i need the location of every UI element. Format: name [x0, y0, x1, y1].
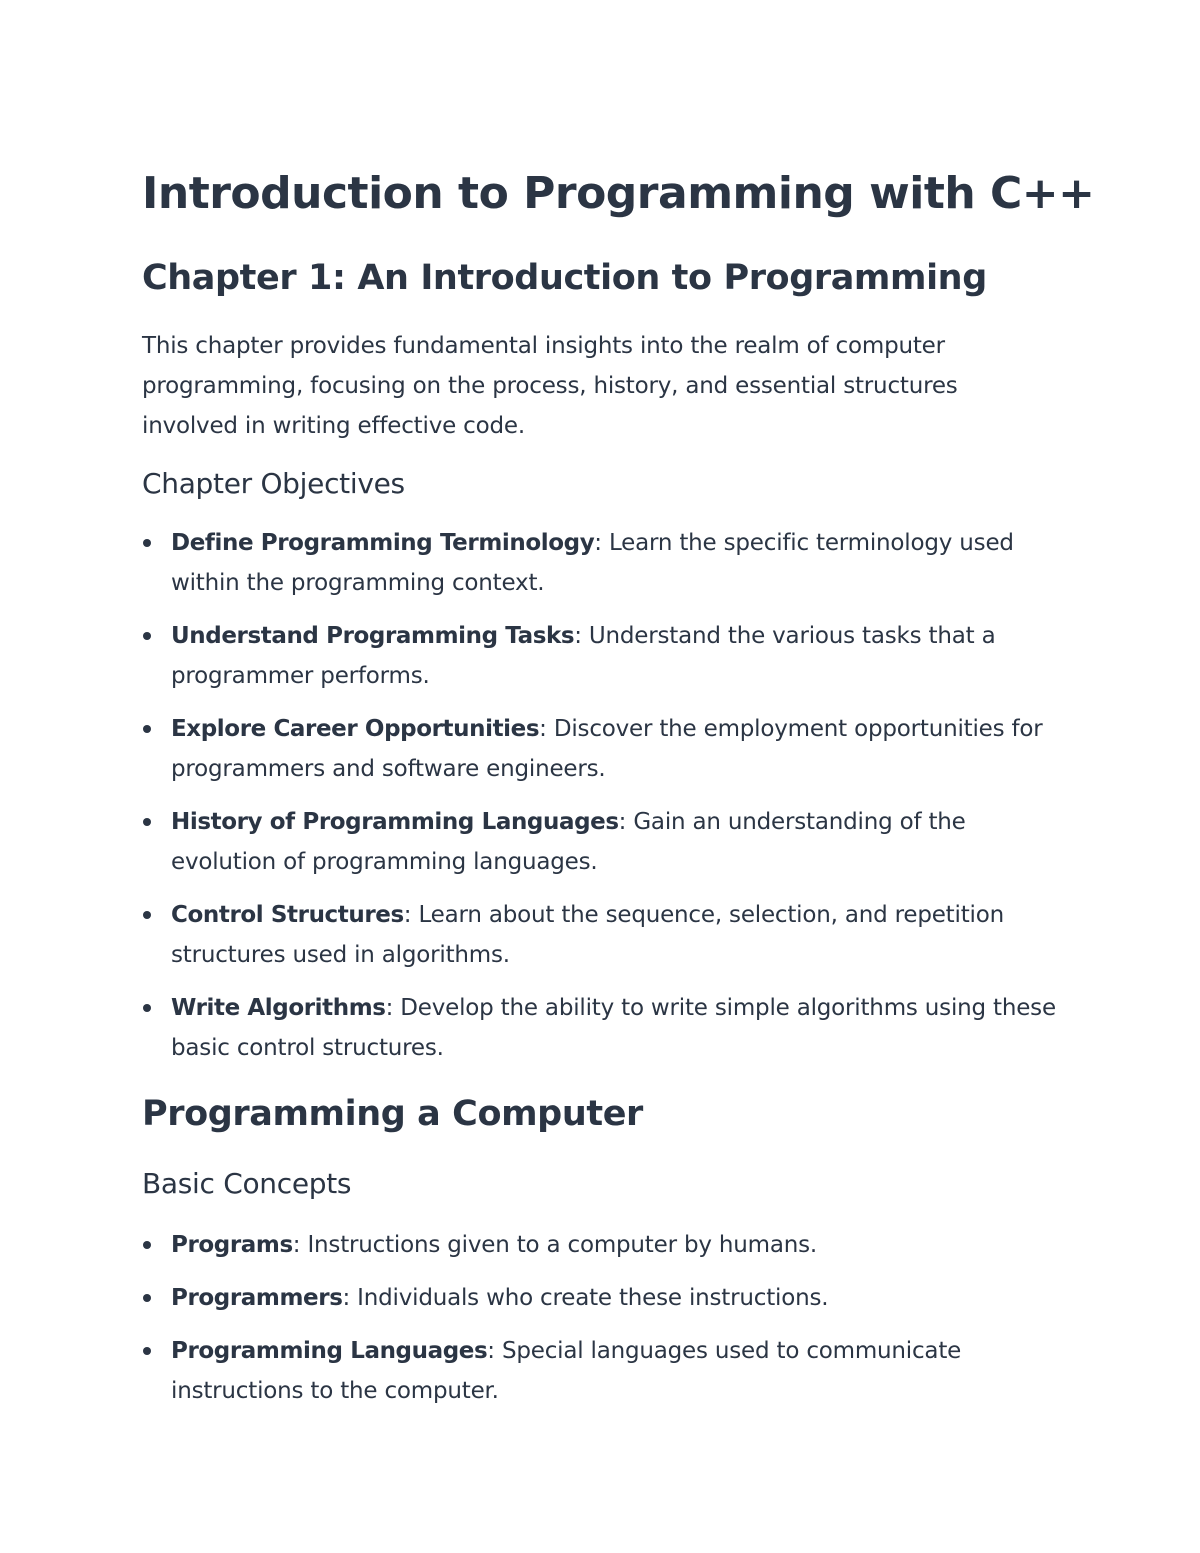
chapter-intro-paragraph: This chapter provides fundamental insights into the realm of computer programming, focusing on the process, history, and essential structures involved in writing effective code. [142, 333, 958, 439]
item-term: Understand Programming Tasks [171, 623, 575, 649]
list-item [142, 709, 1072, 789]
item-term: Write Algorithms [171, 995, 386, 1021]
item-text: Develop the ability to write simple algorithms using these basic control structures. [171, 995, 1056, 1061]
objectives-list [142, 523, 1072, 1081]
list-item [142, 1278, 1072, 1318]
item-text: Special languages used to communicate instructions to the computer. [171, 1338, 962, 1404]
item-separator: : [342, 1285, 351, 1311]
item-text: Instructions given to a computer by humans. [300, 1232, 817, 1258]
item-separator: : [487, 1338, 495, 1364]
concepts-list [142, 1225, 1072, 1424]
bullet-icon [143, 818, 151, 826]
item-term: Programming Languages [171, 1338, 488, 1364]
item-term: Programs [171, 1232, 293, 1258]
list-item [142, 895, 1072, 975]
item-separator: : [292, 1232, 301, 1258]
item-text: Gain an understanding of the evolution of programming languages. [171, 809, 966, 875]
bullet-icon [143, 1241, 151, 1249]
item-term: Define Programming Terminology [171, 530, 595, 556]
document-title: Introduction to Programming with C++ [142, 168, 1095, 219]
bullet-icon [143, 1294, 151, 1302]
item-term: Programmers [171, 1285, 343, 1311]
item-text: Understand the various tasks that a programmer performs. [171, 623, 996, 689]
objectives-heading: Chapter Objectives [142, 467, 405, 500]
chapter-heading: Chapter 1: An Introduction to Programming [142, 258, 987, 298]
bullet-icon [143, 1004, 151, 1012]
list-item [142, 616, 1072, 696]
list-item [142, 802, 1072, 882]
item-separator: : [385, 995, 394, 1021]
item-text: Learn the specific terminology used within the programming context. [171, 530, 1014, 596]
item-term: History of Programming Languages [171, 809, 619, 835]
list-item [142, 1331, 1072, 1411]
item-text: Individuals who create these instructions. [350, 1285, 829, 1311]
list-item [142, 1225, 1072, 1265]
item-separator: : [539, 716, 547, 742]
item-term: Control Structures [171, 902, 404, 928]
list-item [142, 988, 1072, 1068]
item-separator: : [618, 809, 627, 835]
item-term: Explore Career Opportunities [171, 716, 540, 742]
item-text: Learn about the sequence, selection, and repetition structures used in algorithms. [171, 902, 1004, 968]
section-heading: Programming a Computer [142, 1094, 643, 1134]
item-separator: : [574, 623, 582, 649]
list-item [142, 523, 1072, 603]
bullet-icon [143, 725, 151, 733]
bullet-icon [143, 911, 151, 919]
bullet-icon [143, 539, 151, 547]
item-separator: : [594, 530, 602, 556]
item-separator: : [403, 902, 412, 928]
bullet-icon [143, 1347, 151, 1355]
bullet-icon [143, 632, 151, 640]
item-text: Discover the employment opportunities for programmers and software engineers. [171, 716, 1043, 782]
basic-concepts-heading: Basic Concepts [142, 1167, 352, 1200]
